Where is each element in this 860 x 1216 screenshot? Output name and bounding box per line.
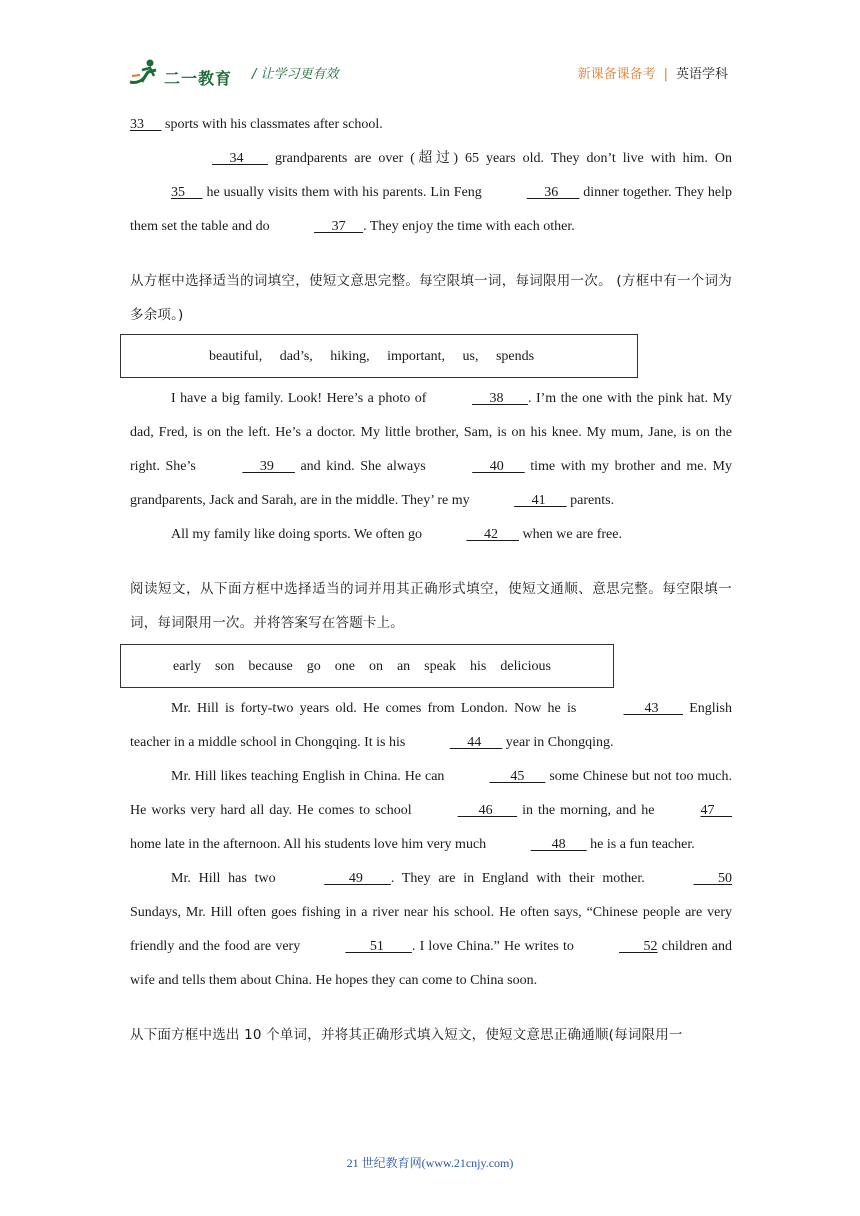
paragraph (130, 382, 732, 518)
blank-42: 42 (466, 527, 519, 542)
paragraph (130, 692, 732, 760)
text: he is a fun teacher. (586, 837, 695, 852)
blank-45: 45 (489, 769, 546, 784)
text: and kind. She always (294, 459, 432, 474)
blank-52: 52 (619, 939, 658, 954)
text: Mr. Hill has two (171, 871, 284, 886)
blank-39: 39 (242, 459, 295, 474)
page-header (128, 54, 728, 90)
runner-logo-icon (128, 58, 164, 88)
paragraph (130, 862, 732, 998)
text: . They enjoy the time with each other. (363, 219, 575, 234)
blank-35: 35 (171, 185, 203, 200)
text: dinner together. They help them set the table and do (130, 185, 733, 234)
paragraph (130, 760, 732, 862)
text: some Chinese but not too much. He works very hard all day. He comes to school (130, 769, 732, 818)
blank-34: 34 (212, 151, 268, 166)
section-d-instruction: 从下面方框中选出 10 个单词，并将其正确形式填入短文，使短文意思正确通顺(每词限用一 (130, 1027, 683, 1043)
text: Mr. Hill likes teaching English in China. He can (171, 769, 449, 784)
blank-48: 48 (530, 837, 587, 852)
blank-50: 50 (693, 871, 732, 886)
document-body (130, 108, 732, 1052)
text: year in Chongqing. (502, 735, 614, 750)
text: sports with his classmates after school. (161, 117, 383, 132)
text: parents. (566, 493, 615, 508)
paragraph (130, 142, 732, 244)
header-separator: | (663, 67, 668, 82)
blank-47: 47 (700, 803, 732, 818)
text: . They are in England with their mother. (390, 871, 653, 886)
text: he usually visits them with his parents. Lin Feng (202, 185, 486, 200)
text: Mr. Hill is forty-two years old. He comes from London. Now he is (171, 701, 583, 716)
text: . I’m the one with the pink hat. My dad, Fred, is on the left. He’s a doctor. My little brother, Sam, is on his knee. My mum, Jane, is on the right. She’s (130, 391, 732, 474)
text: when we are free. (518, 527, 622, 542)
header-subject: 英语学科 (675, 67, 728, 82)
header-course: 新课备课备考 (577, 67, 656, 82)
section-b-instruction: 从方框中选择适当的词填空，使短文意思完整。每空限填一词，每词限用一次。 (方框中有一个词为多余项。) (130, 273, 732, 323)
section-c-instruction: 阅读短文，从下面方框中选择适当的词并用其正确形式填空，使短文通顺、意思完整。每空限填一词，每词限用一次。并将答案写在答题卡上。 (130, 581, 732, 631)
blank-38: 38 (471, 391, 528, 406)
page-footer: 21 世纪教育网(www.21cnjy.com) (346, 1156, 514, 1170)
text: All my family like doing sports. We often go (171, 527, 426, 542)
text: home late in the afternoon. All his students love him very much (130, 837, 490, 852)
text: grandparents are over (超过) 65 years old. They don’t live with him. On (268, 151, 732, 166)
paragraph (130, 108, 732, 142)
blank-44: 44 (449, 735, 503, 750)
blank-33: 33 (130, 117, 162, 132)
blank-41: 41 (514, 493, 567, 508)
slogan: / 让学习更有效 (252, 67, 339, 82)
blank-51: 51 (345, 939, 412, 954)
blank-37: 37 (314, 219, 364, 234)
logo (128, 58, 244, 88)
paragraph (130, 518, 732, 552)
blank-46: 46 (457, 803, 518, 818)
text: English teacher in a middle school in Chongqing. It is his (130, 701, 732, 750)
blank-49: 49 (324, 871, 391, 886)
word-box-b: beautiful, dad’s, hiking, important, us, spends (120, 334, 638, 378)
text: . I love China.” He writes to (411, 939, 579, 954)
header-right (578, 63, 728, 82)
text: children and wife and tells them about China. He hopes they can come to China soon. (130, 939, 733, 988)
word-box-c: early son because go one on an speak his delicious (120, 644, 614, 688)
blank-40: 40 (472, 459, 525, 474)
text: time with my brother and me. My grandparents, Jack and Sarah, are in the middle. They’ re my (130, 459, 732, 508)
blank-43: 43 (623, 701, 684, 716)
logo-text: 二一教育 (164, 69, 233, 88)
text: Sundays, Mr. Hill often goes fishing in a river near his school. He often says, “Chinese people are very friendly and the food are very (130, 905, 732, 954)
text: in the morning, and he (517, 803, 660, 818)
blank-36: 36 (526, 185, 580, 200)
text: I have a big family. Look! Here’s a photo of (171, 391, 431, 406)
